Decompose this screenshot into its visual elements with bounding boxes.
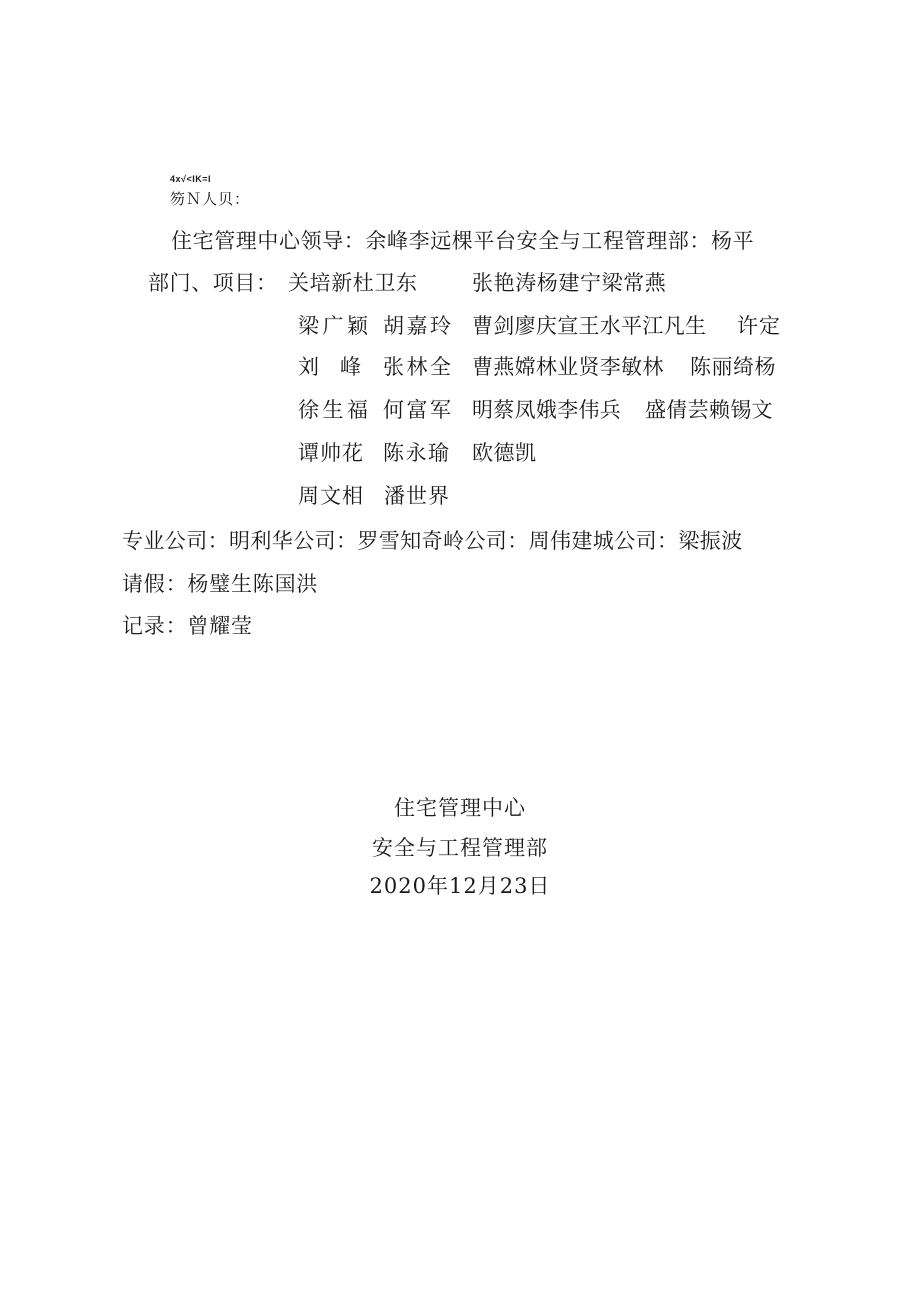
leaders-line: 住宅管理中心领导：余峰李远棵平台安全与工程管理部：杨平 <box>171 229 755 253</box>
footer-org: 住宅管理中心 <box>394 796 526 820</box>
attendee-row-1-col-1: 梁广颖 <box>298 314 372 338</box>
attendee-row-3-col-2: 何富军 <box>383 398 454 422</box>
dept-names-b: 张艳涛杨建宁梁常燕 <box>472 271 667 295</box>
attendee-row-1-col-3: 曹剑廖庆宣王水平江凡生 <box>472 314 707 338</box>
attendee-row-2-col-1: 刘 峰 <box>298 355 361 379</box>
attendee-row-4-col-1: 谭帅花 <box>298 441 364 465</box>
footer-dept: 安全与工程管理部 <box>372 836 548 860</box>
dept-names-a: 关培新杜卫东 <box>288 271 418 295</box>
attendee-row-5-col-2: 潘世界 <box>384 484 450 508</box>
attendee-row-2-col-4: 陈丽绮杨 <box>690 355 776 379</box>
leave-line: 请假：杨璧生陈国洪 <box>122 572 319 596</box>
attendee-row-4-col-2: 陈永瑜 <box>383 441 451 465</box>
footer-date: 2020年12月23日 <box>369 874 551 898</box>
header-code: 4x√<IK=I <box>170 174 211 184</box>
attendee-row-3-col-4: 盛倩芸赖锡文 <box>645 398 773 422</box>
attendee-row-2-col-2: 张林全 <box>383 355 454 379</box>
attendee-row-1-col-2: 胡嘉玲 <box>383 314 454 338</box>
attendee-row-2-col-3: 曹燕嫦林业贤李敏林 <box>472 355 664 379</box>
dept-label: 部门、项目： <box>148 271 278 295</box>
attendee-row-1-col-4: 许定 <box>737 314 781 338</box>
attendee-row-3-col-3: 明蔡凤娥李伟兵 <box>472 398 622 422</box>
attendee-row-4-col-3: 欧德凯 <box>472 441 537 465</box>
attendees-label: 笏Ｎ人贝： <box>170 190 251 208</box>
professional-companies-line: 专业公司：明利华公司：罗雪知奇岭公司：周伟建城公司：梁振波 <box>122 529 743 553</box>
recorder-line: 记录：曾耀莹 <box>122 614 253 638</box>
attendee-row-5-col-1: 周文相 <box>298 484 364 508</box>
attendee-row-3-col-1: 徐生福 <box>298 398 372 422</box>
